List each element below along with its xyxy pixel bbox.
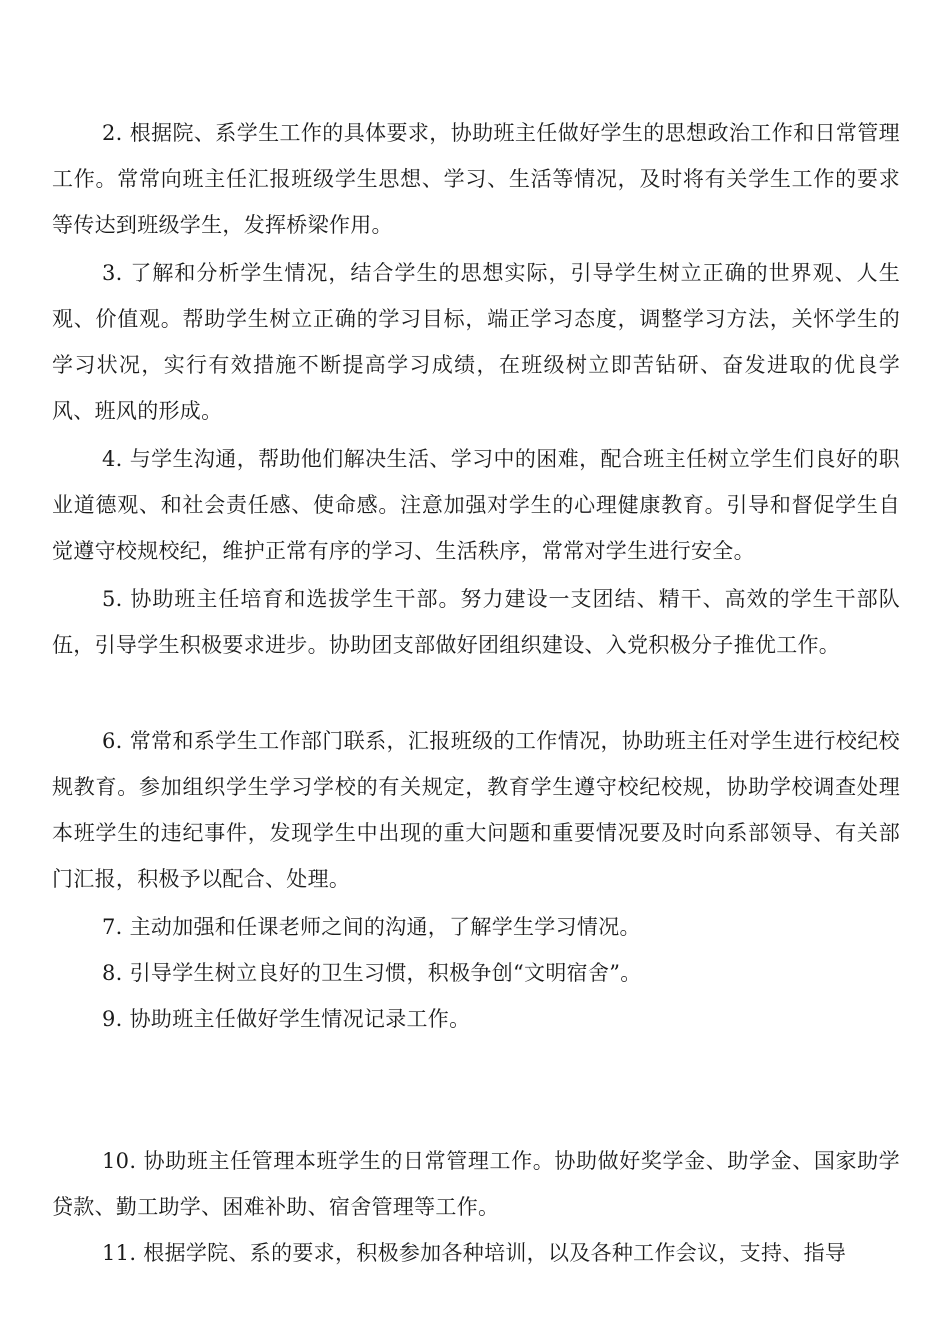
paragraph-item-2: 2. 根据院、系学生工作的具体要求，协助班主任做好学生的思想政治工作和日常管理工作。常常向班主任汇报班级学生思想、学习、生活等情况，及时将有关学生工作的要求等传达到班级学生，发挥桥梁作用。 xyxy=(52,121,900,237)
paragraph-item-11: 11. 根据学院、系的要求，积极参加各种培训，以及各种工作会议，支持、指导 xyxy=(102,1241,847,1265)
paragraph-item-6: 6. 常常和系学生工作部门联系，汇报班级的工作情况，协助班主任对学生进行校纪校规教育。参加组织学生学习学校的有关规定，教育学生遵守校纪校规，协助学校调查处理本班学生的违纪事件，发现学生中出现的重大问题和重要情况要及时向系部领导、有关部门汇报，积极予以配合、处理。 xyxy=(52,729,900,891)
paragraph-item-7: 7. 主动加强和任课老师之间的沟通，了解学生学习情况。 xyxy=(102,915,641,939)
paragraph-item-4: 4. 与学生沟通，帮助他们解决生活、学习中的困难，配合班主任树立学生们良好的职业道德观、和社会责任感、使命感。注意加强对学生的心理健康教育。引导和督促学生自觉遵守校规校纪，维护正常有序的学习、生活秩序，常常对学生进行安全。 xyxy=(52,447,900,563)
paragraph-item-3: 3. 了解和分析学生情况，结合学生的思想实际，引导学生树立正确的世界观、人生观、价值观。帮助学生树立正确的学习目标，端正学习态度，调整学习方法，关怀学生的学习状况，实行有效措施不断提高学习成绩，在班级树立即苦钻研、奋发进取的优良学风、班风的形成。 xyxy=(52,261,900,423)
paragraph-item-9: 9. 协助班主任做好学生情况记录工作。 xyxy=(102,1007,471,1031)
paragraph-item-10: 10. 协助班主任管理本班学生的日常管理工作。协助做好奖学金、助学金、国家助学贷款、勤工助学、困难补助、宿舍管理等工作。 xyxy=(52,1149,900,1219)
paragraph-item-8: 8. 引导学生树立良好的卫生习惯，积极争创“文明宿舍”。 xyxy=(102,961,642,985)
paragraph-item-5: 5. 协助班主任培育和选拔学生干部。努力建设一支团结、精干、高效的学生干部队伍，引导学生积极要求进步。协助团支部做好团组织建设、入党积极分子推优工作。 xyxy=(52,587,900,657)
